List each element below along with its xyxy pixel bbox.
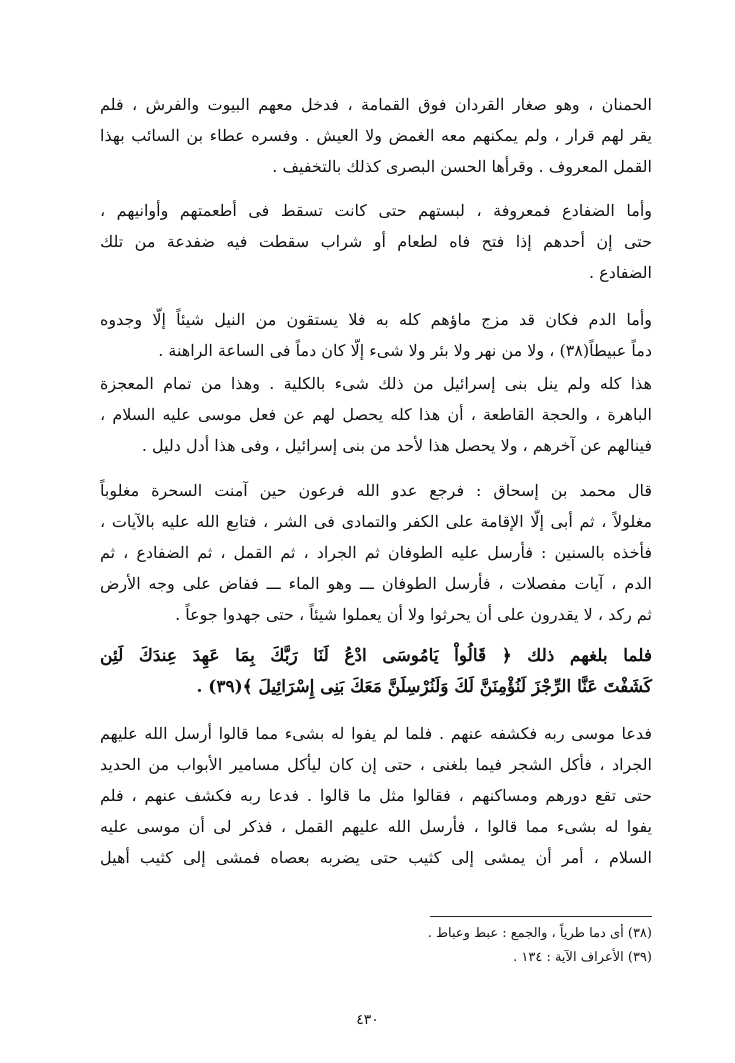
footnote-39: (٣٩) الأعراف الآية : ١٣٤ . [513,950,652,965]
paragraph-4 [100,368,652,461]
quran-verse-paragraph [100,641,652,703]
text-line: فدعا موسى ربه فكشفه عنهم . فلما لم يفوا له بشىء مما قالوا أرسل الله عليهم [100,724,652,743]
paragraph-text [100,368,652,461]
text-line: فلما بلغهم ذلك ﴿ قَالُواْ يَامُوسَى ادْعُ لَنَا رَبَّكَ بِمَا عَهِدَ عِندَكَ لَئِن [100,646,652,666]
text-line: كَشَفْتَ عَنَّا الرِّجْزَ لَنُؤْمِنَنَّ لَكَ وَلَنُرْسِلَنَّ مَعَكَ بَنِى إِسْرَائِيلَ ﴾(٣٩) . [196,677,652,697]
text-line: فأخذه بالسنين : فأرسل عليه الطوفان ثم الجراد ، ثم القمل ، ثم الضفادع ، ثم [100,543,652,562]
paragraph-5 [100,475,652,630]
text-line: حتى إن أحدهم إذا فتح فاه لطعام أو شراب سقطت فيه ضفدعة من تلك [100,232,652,251]
paragraph-text [100,304,652,366]
paragraph-text [100,89,652,182]
text-line: الحمنان ، وهو صغار القردان فوق القمامة ، فدخل معهم البيوت والفرش ، فلم [100,95,652,114]
text-line: وأما الضفادع فمعروفة ، لبستهم حتى كانت تسقط فى أطعمتهم وأوانيهم ، [100,201,652,220]
footnote-separator [430,916,652,917]
text-line: فينالهم عن آخرهم ، ولا يحصل هذا لأحد من بنى إسرائيل ، وفى هذا أدل دليل . [141,436,652,455]
text-line: القمل المعروف . وقرأها الحسن البصرى كذلك بالتخفيف . [272,157,652,176]
page-number: ٤٣٠ [356,1012,379,1028]
text-line: دماً عبيطاً(٣٨) ، ولا من نهر ولا بئر ولا شىء إلّا كان دماً فى الساعة الراهنة . [158,341,652,360]
paragraph-text [100,475,652,630]
paragraph-text [100,195,652,288]
text-line: الدم ، آيات مفصلات ، فأرسل الطوفان ـــ وهو الماء ـــ ففاض على وجه الأرض [100,574,652,593]
quran-verse-text [100,641,652,703]
text-line: قال محمد بن إسحاق : فرجع عدو الله فرعون حين آمنت السحرة مغلوباً [100,481,652,500]
text-line: ثم ركد ، لا يقدرون على أن يحرثوا ولا أن يعملوا شيئاً ، حتى جهدوا جوعاً . [175,605,652,624]
paragraph-text [100,718,652,873]
footnotes [252,922,652,970]
text-line: الجراد ، فأكل الشجر فيما بلغنى ، حتى إن كان ليأكل مسامير الأبواب من الحديد [100,755,652,774]
text-line: وأما الدم فكان قد مزج ماؤهم كله به فلا يستقون من النيل شيئاً إلّا وجدوه [100,310,652,329]
text-line: يفوا له بشىء مما قالوا ، فأرسل الله عليهم القمل ، فذكر لى أن موسى عليه [100,817,653,836]
text-line: يقر لهم قرار ، ولم يمكنهم معه الغمض ولا العيش . وفسره عطاء بن السائب بهذا [100,126,652,145]
text-line: السلام ، أمر أن يمشى إلى كثيب حتى يضربه بعصاه فمشى إلى كثيب أهيل [100,848,653,867]
text-line: الضفادع . [588,263,652,282]
paragraph-7 [100,718,652,873]
footnote-38: (٣٨) أى دما طرياً ، والجمع : عبط وعباط . [427,926,652,941]
text-line: الباهرة ، والحجة القاطعة ، أن هذا كله يحصل لهم عن فعل موسى عليه السلام ، [100,405,652,424]
paragraph-3 [100,304,652,366]
paragraph-2 [100,195,652,288]
text-line: مغلولاً ، ثم أبى إلّا الإقامة على الكفر والتمادى فى الشر ، فتابع الله عليه بالآيات ، [100,512,652,531]
text-line: هذا كله ولم ينل بنى إسرائيل من ذلك شىء بالكلية . وهذا من تمام المعجزة [100,374,652,393]
text-line: حتى تقع دورهم ومساكنهم ، فقالوا مثل ما قالوا . فدعا ربه فكشف عنهم ، فلم [100,786,652,805]
paragraph-1 [100,89,652,182]
